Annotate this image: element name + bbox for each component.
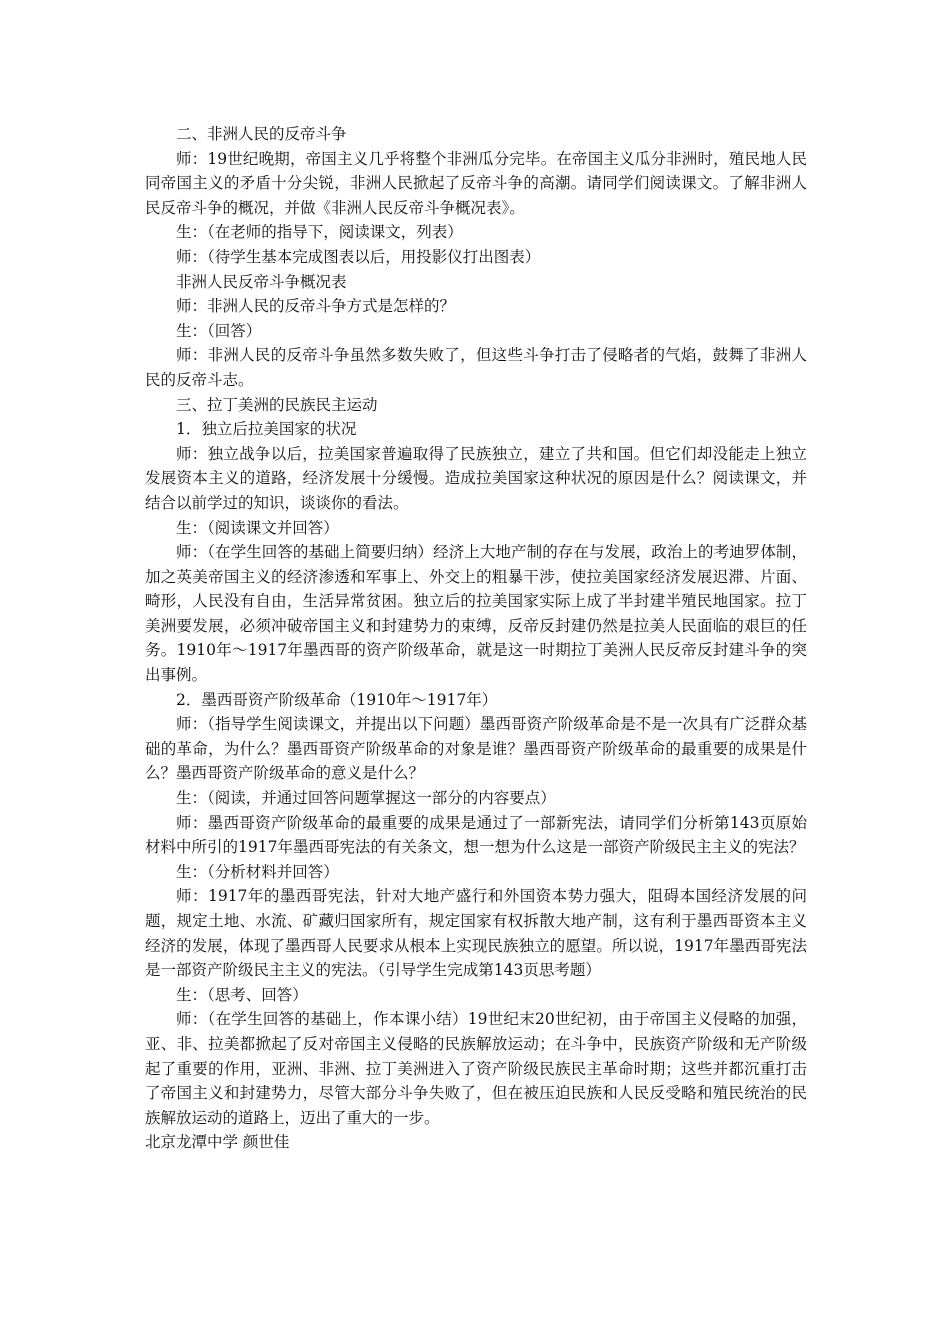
subsection-heading: 2．墨西哥资产阶级革命（1910年～1917年） bbox=[176, 690, 498, 709]
paragraph: 师：独立战争以后，拉美国家普遍取得了民族独立，建立了共和国。但它们却没能走上独立发展资本主义的道路，经济发展十分缓慢。造成拉美国家这种状况的原因是什么？阅读课文，并结合以前学过的知识，谈谈你的看法。 bbox=[145, 444, 807, 512]
author-footer: 北京龙潭中学 颜世佳 bbox=[145, 1133, 290, 1152]
paragraph: 师：19世纪晚期，帝国主义几乎将整个非洲瓜分完毕。在帝国主义瓜分非洲时，殖民地人民同帝国主义的矛盾十分尖锐，非洲人民掀起了反帝斗争的高潮。请同学们阅读课文。了解非洲人民反帝斗争的概况，并做《非洲人民反帝斗争概况表》。 bbox=[145, 149, 807, 217]
paragraph: 师：非洲人民的反帝斗争虽然多数失败了，但这些斗争打击了侵略者的气焰，鼓舞了非洲人民的反帝斗志。 bbox=[145, 346, 807, 389]
paragraph: 师：1917年的墨西哥宪法，针对大地产盛行和外国资本势力强大，阻碍本国经济发展的问题，规定土地、水流、矿藏归国家所有，规定国家有权拆散大地产制，这有利于墨西哥资本主义经济的发展，体现了墨西哥人民要求从根本上实现民族独立的愿望。所以说，1917年墨西哥宪法是一部资产阶级民主主义的宪法。（引导学生完成第143页思考题） bbox=[145, 887, 807, 980]
paragraph: 生：（阅读，并通过回答问题掌握这一部分的内容要点） bbox=[176, 789, 556, 808]
paragraph: 师：非洲人民的反帝斗争方式是怎样的？ bbox=[176, 297, 456, 316]
paragraph: 生：（阅读课文并回答） bbox=[176, 518, 339, 537]
paragraph: 生：（在老师的指导下，阅读课文，列表） bbox=[176, 223, 463, 242]
paragraph: 师：墨西哥资产阶级革命的最重要的成果是通过了一部新宪法，请同学们分析第143页原始材料中所引的1917年墨西哥宪法的有关条文，想一想为什么这是一部资产阶级民主主义的宪法？ bbox=[145, 813, 807, 857]
paragraph: 师：（在学生回答的基础上简要归纳）经济上大地产制的存在与发展，政治上的考迪罗体制，加之英美帝国主义的经济渗透和军事上、外交上的粗暴干涉，使拉美国家经济发展迟滞、片面、畸形，人民没有自由，生活异常贫困。独立后的拉美国家实际上成了半封建半殖民地国家。拉丁美洲要发展，必须冲破帝国主义和封建势力的束缚，反帝反封建仍然是拉美人民面临的艰巨的任务。1910年～1917年墨西哥的资产阶级革命，就是这一时期拉丁美洲人民反帝反封建斗争的突出事例。 bbox=[145, 543, 807, 685]
section-heading-africa: 二、非洲人民的反帝斗争 bbox=[176, 125, 347, 143]
paragraph: 生：（思考、回答） bbox=[176, 985, 308, 1004]
table-caption: 非洲人民反帝斗争概况表 bbox=[176, 272, 347, 291]
subsection-heading: 1．独立后拉美国家的状况 bbox=[176, 420, 357, 439]
document-page bbox=[145, 122, 807, 1155]
paragraph: 师：（待学生基本完成图表以后，用投影仪打出图表） bbox=[176, 247, 541, 266]
paragraph: 师：（在学生回答的基础上，作本课小结）19世纪末20世纪初，由于帝国主义侵略的加强，亚、非、拉美都掀起了反对帝国主义侵略的民族解放运动；在斗争中，民族资产阶级和无产阶级起了重要的作用，亚洲、非洲、拉丁美洲进入了资产阶级民族民主革命时期；这些并都沉重打击了帝国主义和封建势力，尽管大部分斗争失败了，但在被压迫民族和人民反受略和殖民统治的民族解放运动的道路上，迈出了重大的一步。 bbox=[145, 1010, 807, 1127]
paragraph: 师：（指导学生阅读课文，并提出以下问题）墨西哥资产阶级革命是不是一次具有广泛群众基础的革命，为什么？墨西哥资产阶级革命的对象是谁？墨西哥资产阶级革命的最重要的成果是什么？墨西哥资产阶级革命的意义是什么？ bbox=[145, 715, 807, 783]
paragraph: 生：（分析材料并回答） bbox=[176, 862, 339, 881]
section-heading-latin-america: 三、拉丁美洲的民族民主运动 bbox=[176, 395, 378, 414]
paragraph: 生：（回答） bbox=[176, 321, 262, 340]
